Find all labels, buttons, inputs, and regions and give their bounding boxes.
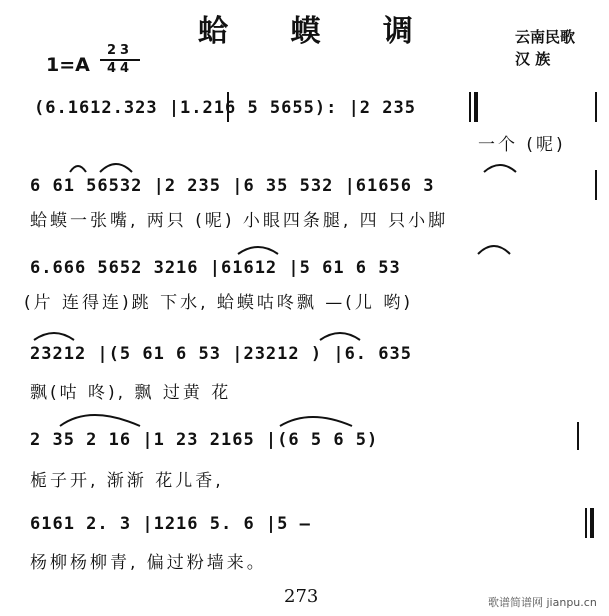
slur [34,333,74,340]
time-a-top: 2 [106,43,120,58]
system-6-lyrics: 杨柳杨柳青, 偏过粉墙来。 [30,553,267,573]
page-number: 273 [284,586,319,607]
slur [238,247,278,254]
system-3-notes: 6.666 5652 3216 |61612 |5 61 6 53 [30,258,401,278]
time-b-top: 3 [120,43,134,58]
slur [70,166,86,172]
system-6-notes: 6161 2. 3 |1216 5. 6 |5 – [30,514,311,534]
song-title: 蛤 蟆 调 [198,14,439,49]
system-1-lyrics: 一个 (呢) [478,135,566,155]
system-5-notes: 2 35 2 16 |1 23 2165 |(6 5 6 5) [30,430,379,450]
time-b-bottom: 4 [120,61,134,76]
time-a-bottom: 4 [106,61,120,76]
song-ethnicity: 汉 族 [515,50,551,68]
slur [320,333,360,340]
song-origin: 云南民歌 [515,28,576,46]
system-3-lyrics: (片 连得连)跳 下水, 蛤蟆咕咚飘 —(儿 哟) [24,293,413,313]
slur [484,165,516,172]
system-4-lyrics: 飘(咕 咚), 飘 过黄 花 [30,383,232,403]
slur [478,246,510,254]
system-2-lyrics: 蛤蟆一张嘴, 两只 (呢) 小眼四条腿, 四 只小脚 [30,211,449,231]
slur [100,164,132,172]
slur [60,415,140,426]
system-1-notes: (6.1612.323 |1.216 5 5655): |2 235 [34,98,416,118]
system-2-notes: 6 61 56532 |2 235 |6 35 532 |61656 3 [30,176,435,196]
key-signature: 1=A [46,54,90,76]
watermark: 歌谱简谱网 jianpu.cn [488,596,597,609]
system-5-lyrics: 栀子开, 渐渐 花儿香, [30,471,224,491]
system-4-notes: 23212 |(5 61 6 53 |23212 ) |6. 635 [30,344,412,364]
slur [280,417,352,426]
